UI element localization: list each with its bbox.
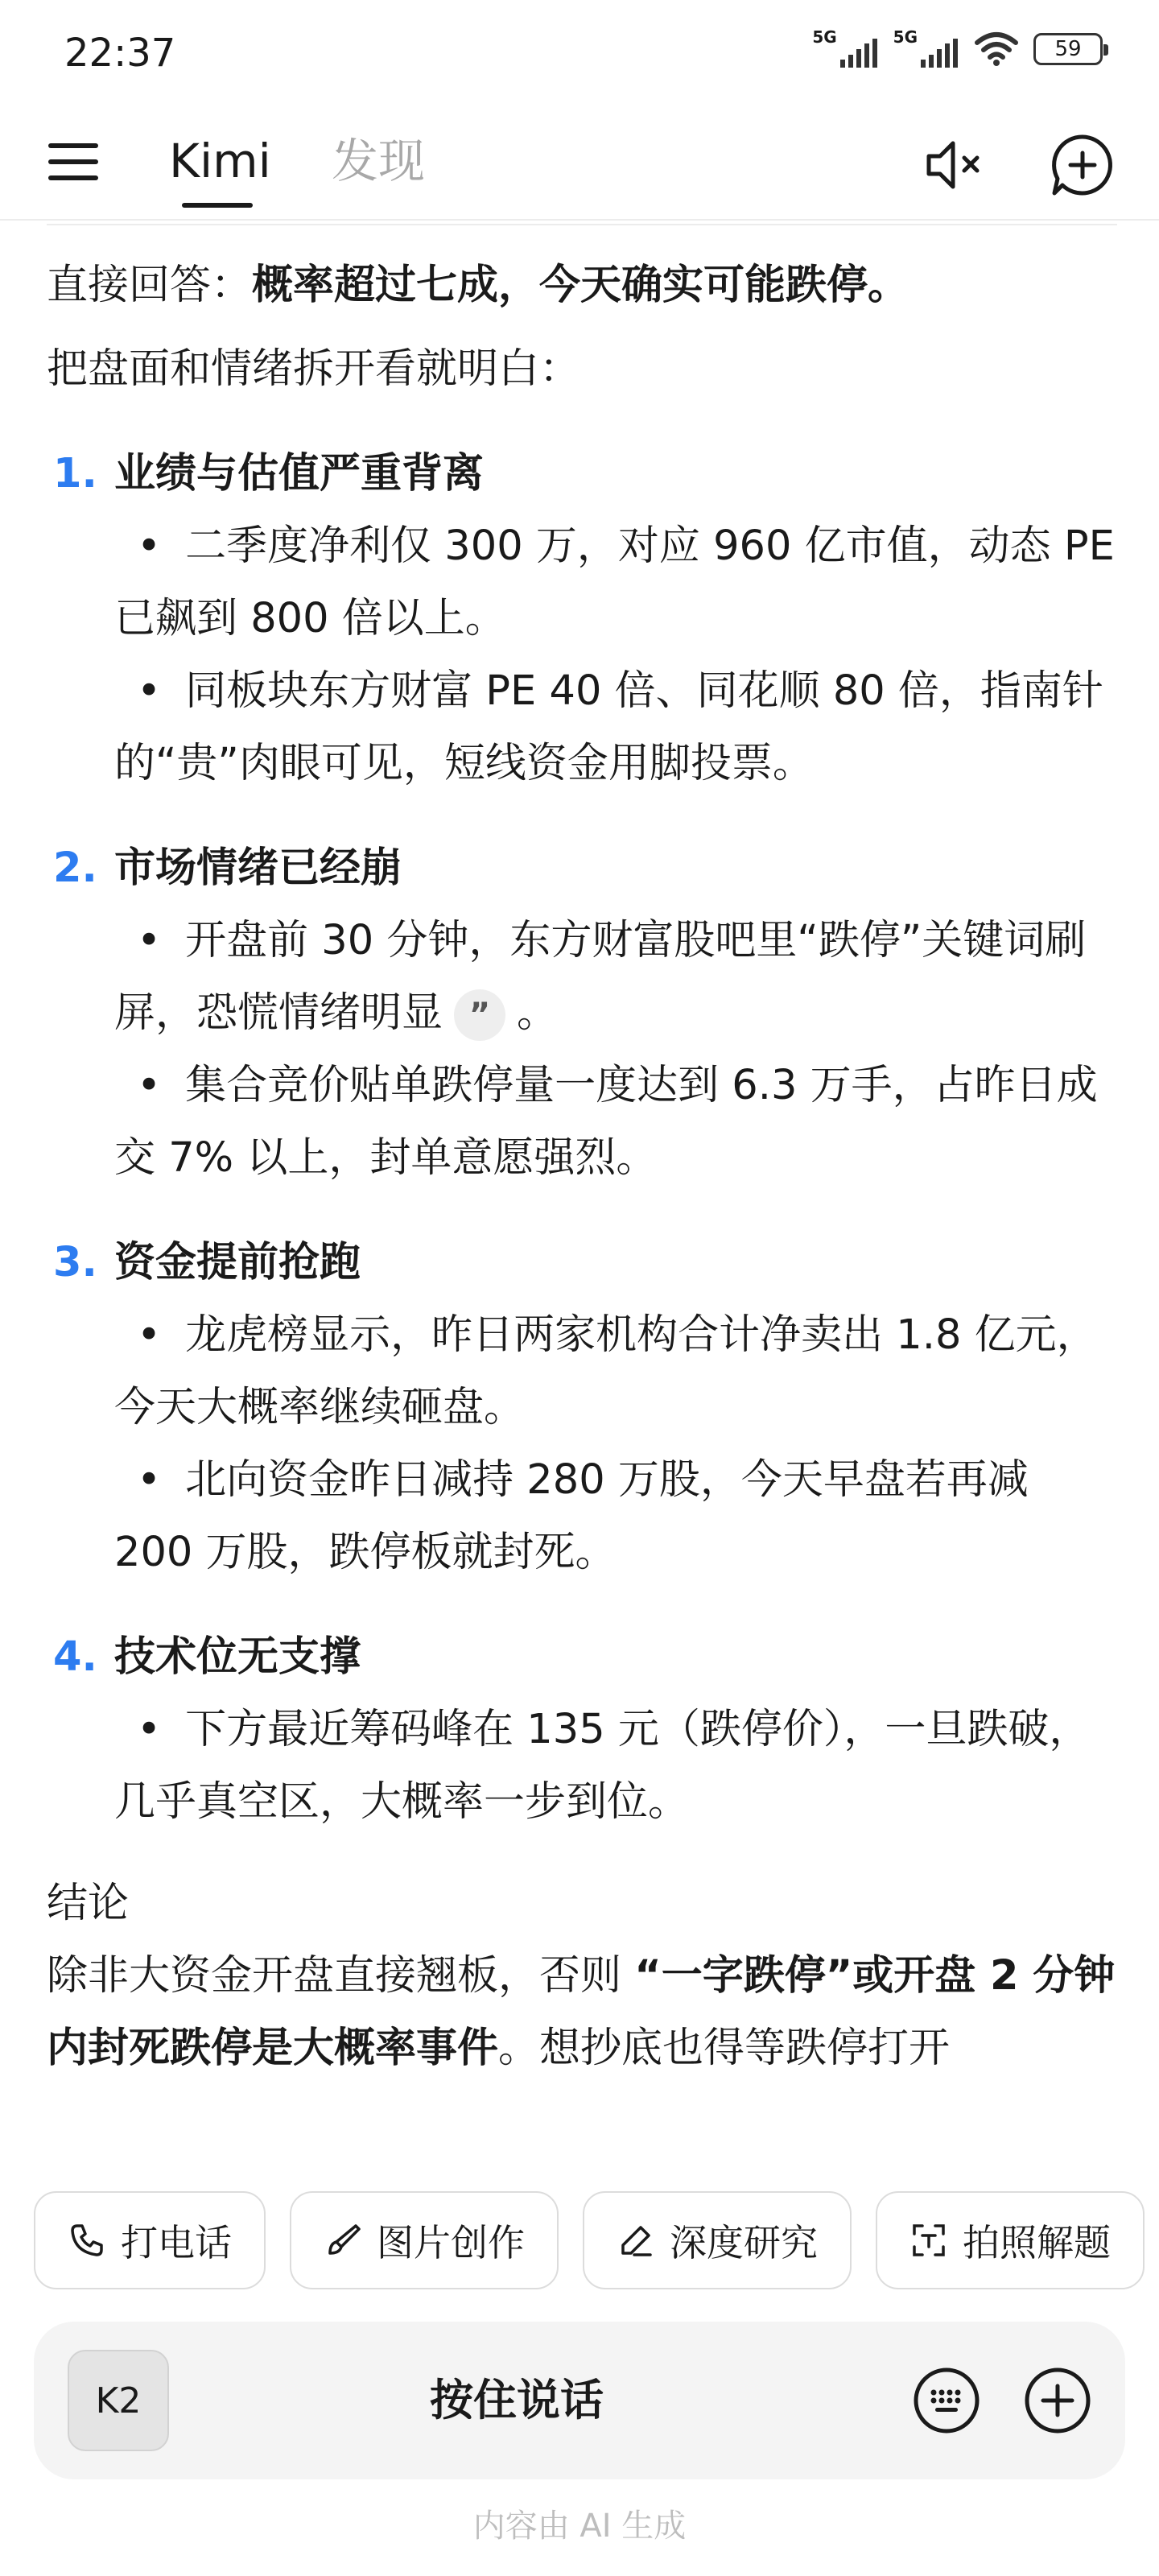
keyboard-icon[interactable] — [909, 2363, 984, 2438]
brush-icon — [324, 2221, 362, 2260]
tab-discover[interactable]: 发现 — [332, 134, 426, 188]
list-item: • 北向资金昨日减持 280 万股，今天早盘若再减 200 万股，跌停板就封死。 — [47, 1444, 1117, 1589]
battery-icon: 59 — [1033, 33, 1103, 65]
wifi-icon — [974, 31, 1019, 67]
section-title: 1. 业绩与估值严重背离 — [53, 450, 485, 497]
assistant-message — [47, 221, 1117, 2128]
section-title: 4. 技术位无支撑 — [53, 1633, 361, 1681]
section-2 — [47, 832, 1117, 1195]
status-icons — [812, 29, 1103, 69]
photo-solve-button[interactable]: 拍照解题 — [876, 2191, 1145, 2289]
list-item: • 同板块东方财富 PE 40 倍、同花顺 80 倍，指南针的“贵”肉眼可见，短线资金用脚投票。 — [47, 655, 1117, 800]
hold-to-talk-button[interactable]: 按住说话 — [430, 2375, 604, 2425]
ai-generated-note: 内容由 AI 生成 — [472, 2508, 687, 2545]
citation-quote-icon[interactable]: ” — [454, 989, 505, 1041]
list-item: • 二季度净利仅 300 万，对应 960 亿市值，动态 PE 已飙到 800 倍以上。 — [47, 510, 1117, 655]
signal-icon-2: 5G — [893, 29, 959, 69]
deep-research-button[interactable]: 深度研究 — [583, 2191, 852, 2289]
list-item: • 下方最近筹码峰在 135 元（跌停价），一旦跌破，几乎真空区，大概率一步到位。 — [47, 1694, 1117, 1839]
top-nav — [0, 105, 1159, 221]
list-item: • 开盘前 30 分钟，东方财富股吧里“跌停”关键词刷屏，恐慌情绪明显 ” 。 — [47, 905, 1117, 1050]
section-1 — [47, 438, 1117, 800]
speaker-mute-icon[interactable] — [918, 129, 990, 201]
phone-icon — [68, 2221, 106, 2260]
image-create-button[interactable]: 图片创作 — [290, 2191, 559, 2289]
call-button[interactable]: 打电话 — [34, 2191, 266, 2289]
scan-icon — [909, 2221, 948, 2260]
quick-actions — [34, 2191, 1159, 2289]
divider — [47, 224, 1117, 225]
answer-intro: 把盘面和情绪拆开看就明白： — [47, 345, 581, 393]
answer-lead: 直接回答：概率超过七成，今天确实可能跌停。 — [47, 262, 909, 309]
new-chat-icon[interactable] — [1046, 129, 1119, 201]
conclusion-text: 除非大资金开盘直接翘板，否则 “一字跌停”或开盘 2 分钟内封死跌停是大概率事件。想抄底也得等跌停打开 — [47, 1952, 1116, 2072]
section-4 — [47, 1621, 1117, 1839]
signal-icon: 5G — [812, 29, 878, 69]
section-3 — [47, 1227, 1117, 1589]
plus-icon[interactable] — [1021, 2363, 1095, 2438]
model-select-button[interactable]: K2 — [68, 2350, 169, 2451]
list-item: • 龙虎榜显示，昨日两家机构合计净卖出 1.8 亿元，今天大概率继续砸盘。 — [47, 1299, 1117, 1444]
section-title: 3. 资金提前抢跑 — [53, 1239, 361, 1286]
conclusion-title: 结论 — [47, 1880, 130, 1927]
pen-icon — [617, 2221, 655, 2260]
input-bar — [34, 2322, 1125, 2479]
status-time: 22:37 — [64, 31, 176, 76]
tab-kimi[interactable]: Kimi — [169, 129, 271, 193]
section-title: 2. 市场情绪已经崩 — [53, 844, 402, 892]
list-item: • 集合竞价贴单跌停量一度达到 6.3 万手，占昨日成交 7% 以上，封单意愿强烈。 — [47, 1050, 1117, 1195]
status-bar — [0, 0, 1159, 105]
menu-icon[interactable] — [47, 135, 100, 188]
